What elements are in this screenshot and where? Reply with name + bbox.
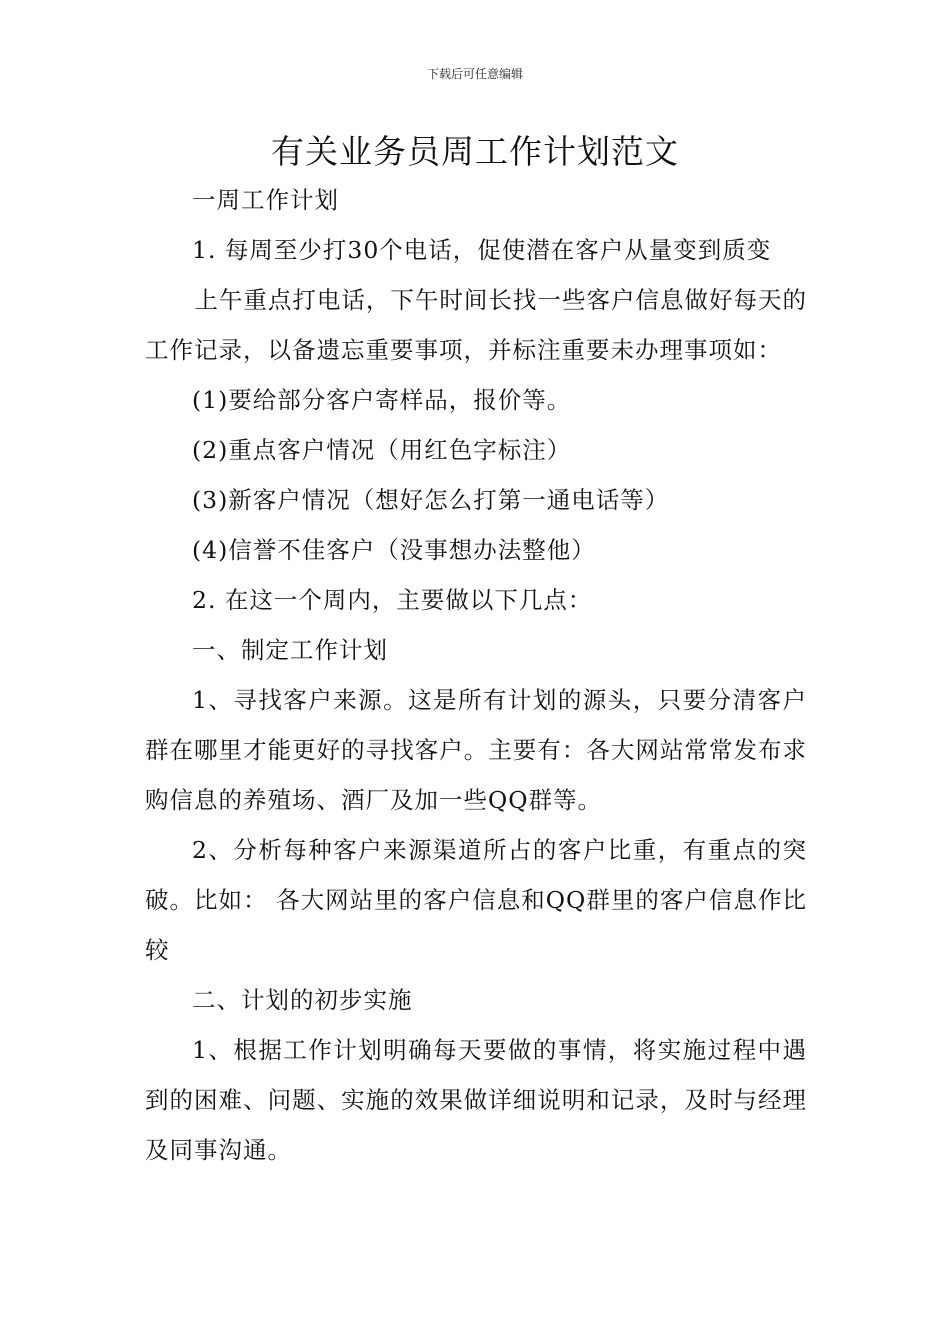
- paragraph: 1、根据工作计划明确每天要做的事情，将实施过程中遇到的困难、问题、实施的效果做详细说明和记录，及时与经理及同事沟通。: [145, 1036, 807, 1164]
- header-note: 下载后可任意编辑: [426, 67, 523, 81]
- paragraph: 二、计划的初步实施: [192, 986, 413, 1014]
- paragraph: 2. 在这一个周内，主要做以下几点：: [192, 586, 593, 614]
- paragraph: (4)信誉不佳客户（没事想办法整他）: [192, 536, 596, 564]
- paragraph: 一、制定工作计划: [192, 636, 388, 664]
- paragraph: (2)重点客户情况（用红色字标注）: [192, 436, 572, 464]
- paragraph: 1、寻找客户来源。这是所有计划的源头，只要分清客户群在哪里才能更好的寻找客户。主要有：各大网站常常发布求购信息的养殖场、酒厂及加一些QQ群等。: [145, 686, 807, 814]
- paragraph: 2、分析每种客户来源渠道所占的客户比重，有重点的突破。比如： 各大网站里的客户信息和QQ群里的客户信息作比较: [145, 836, 807, 964]
- paragraph: 一周工作计划: [192, 186, 339, 214]
- paragraph: 上午重点打电话，下午时间长找一些客户信息做好每天的工作记录，以备遗忘重要事项，并标注重要未办理事项如：: [145, 286, 807, 364]
- paragraph: (3)新客户情况（想好怎么打第一通电话等）: [192, 486, 670, 514]
- document-body: [145, 175, 807, 1175]
- paragraph: (1)要给部分客户寄样品，报价等。: [192, 386, 572, 414]
- document-title: 有关业务员周工作计划范文: [271, 132, 679, 171]
- paragraph: 1. 每周至少打30个电话，促使潜在客户从量变到质变: [192, 236, 772, 264]
